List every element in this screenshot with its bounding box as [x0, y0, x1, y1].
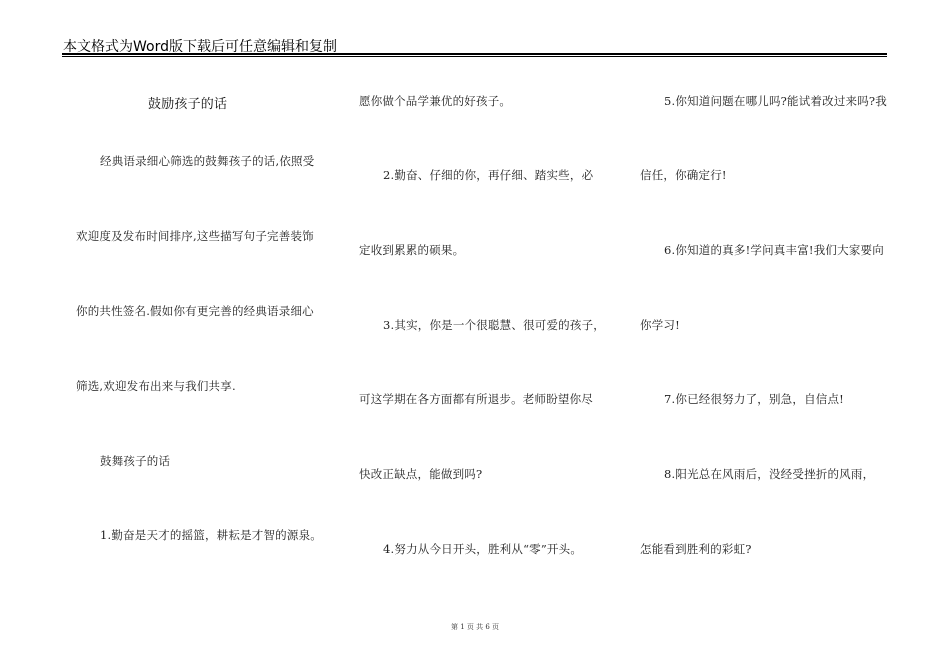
paragraph-line: 5.你知道问题在哪儿吗?能试着改过来吗?我	[664, 94, 888, 108]
paragraph-line: 定收到累累的硕果。	[359, 243, 465, 257]
paragraph-line: 6.你知道的真多!学问真丰富!我们大家要向	[664, 243, 884, 257]
paragraph-line: 筛选,欢迎发布出来与我们共享.	[76, 379, 236, 393]
header-rule-thick	[62, 53, 887, 55]
paragraph-line: 3.其实，你是一个很聪慧、很可爱的孩子，	[383, 318, 605, 332]
paragraph-line: 1.勤奋是天才的摇篮，耕耘是才智的源泉。	[100, 528, 322, 542]
paragraph-line: 愿你做个品学兼优的好孩子。	[359, 94, 512, 108]
paragraph-line: 快改正缺点，能做到吗?	[359, 467, 483, 481]
paragraph-line: 你的共性签名.假如你有更完善的经典语录细心	[76, 304, 314, 318]
paragraph-line: 经典语录细心筛选的鼓舞孩子的话,依照受	[100, 154, 315, 168]
paragraph-line: 2.勤奋、仔细的你，再仔细、踏实些，必	[383, 168, 594, 182]
section-heading: 鼓舞孩子的话	[100, 454, 171, 468]
paragraph-line: 可这学期在各方面都有所退步。老师盼望你尽	[359, 392, 593, 406]
paragraph-line: 信任，你确定行!	[640, 168, 727, 182]
paragraph-line: 你学习!	[640, 318, 680, 332]
article-title: 鼓励孩子的话	[148, 97, 228, 112]
page-number: 第 1 页 共 6 页	[450, 623, 500, 631]
header-rule-thin	[62, 56, 887, 57]
paragraph-line: 怎能看到胜利的彩虹?	[640, 542, 752, 556]
document-banner: 本文格式为Word版下载后可任意编辑和复制	[63, 39, 337, 55]
paragraph-line: 4.努力从今日开头，胜利从“零”开头。	[383, 542, 583, 556]
paragraph-line: 欢迎度及发布时间排序,这些描写句子完善装饰	[76, 229, 314, 243]
paragraph-line: 8.阳光总在风雨后，没经受挫折的风雨，	[664, 467, 875, 481]
paragraph-line: 7.你已经很努力了，别急，自信点!	[664, 392, 844, 406]
